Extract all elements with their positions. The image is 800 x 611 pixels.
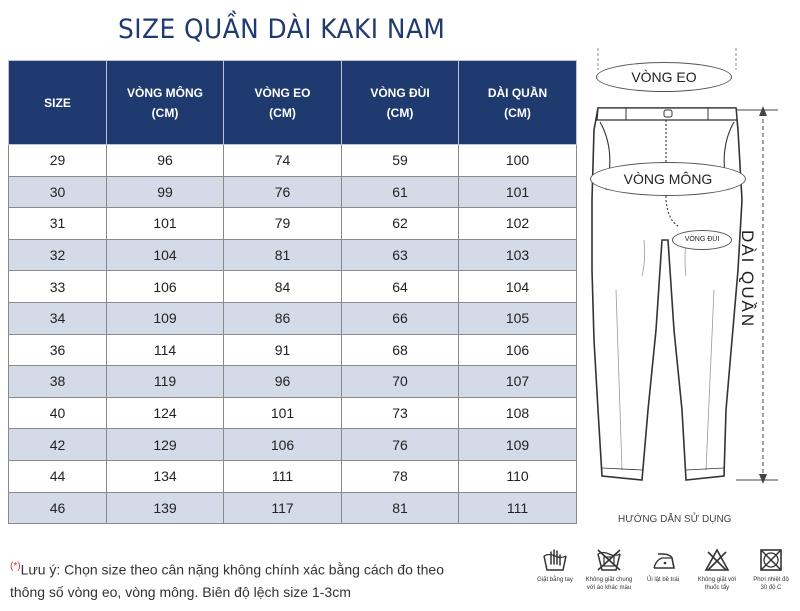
cell-thigh: 66 [342, 302, 459, 334]
cell-size: 44 [9, 460, 107, 492]
cell-thigh: 76 [342, 429, 459, 461]
cell-length: 101 [459, 176, 577, 208]
cell-waist: 106 [224, 429, 342, 461]
cell-hip: 109 [107, 302, 224, 334]
cell-waist: 86 [224, 302, 342, 334]
size-note [10, 556, 510, 603]
cell-waist: 101 [224, 397, 342, 429]
cell-size: 38 [9, 366, 107, 398]
note-line-2: thông số vòng eo, vòng mông. Biên độ lệch size 1-3cm [10, 583, 351, 600]
cell-thigh: 62 [342, 208, 459, 240]
cell-thigh: 61 [342, 176, 459, 208]
cell-waist: 111 [224, 460, 342, 492]
cell-thigh: 78 [342, 460, 459, 492]
cell-size: 42 [9, 429, 107, 461]
cell-length: 106 [459, 334, 577, 366]
table-row [9, 176, 577, 208]
cell-hip: 119 [107, 366, 224, 398]
header-waist: VÒNG EO (CM) [224, 61, 342, 145]
cell-thigh: 81 [342, 492, 459, 524]
cell-size: 31 [9, 208, 107, 240]
cell-waist: 84 [224, 271, 342, 303]
page-title: SIZE QUẦN DÀI KAKI NAM [118, 14, 446, 45]
cell-thigh: 73 [342, 397, 459, 429]
care-item-no-bleach: Không giặt với thuốc tẩy [690, 548, 744, 592]
table-row [9, 271, 577, 303]
table-row [9, 302, 577, 334]
cell-length: 104 [459, 271, 577, 303]
cell-hip: 124 [107, 397, 224, 429]
cell-thigh: 59 [342, 145, 459, 177]
header-size: SIZE [9, 61, 107, 145]
cell-size: 36 [9, 334, 107, 366]
cell-length: 108 [459, 397, 577, 429]
table-row [9, 208, 577, 240]
cell-size: 30 [9, 176, 107, 208]
cell-length: 109 [459, 429, 577, 461]
cell-length: 100 [459, 145, 577, 177]
cell-waist: 76 [224, 176, 342, 208]
thigh-label: VÒNG ĐÙI [672, 230, 732, 250]
header-hip: VÒNG MÔNG (CM) [107, 61, 224, 145]
usage-guide-caption: HƯỚNG DẪN SỬ DỤNG [618, 514, 732, 525]
shade-dry-icon [758, 548, 784, 572]
cell-length: 105 [459, 302, 577, 334]
waist-label: VÒNG EO [596, 62, 732, 92]
cell-waist: 81 [224, 239, 342, 271]
header-length: DÀI QUẦN (CM) [459, 61, 577, 145]
no-bleach-icon [704, 548, 730, 572]
cell-size: 40 [9, 397, 107, 429]
cell-hip: 129 [107, 429, 224, 461]
size-table [8, 60, 577, 524]
cell-size: 29 [9, 145, 107, 177]
cell-thigh: 64 [342, 271, 459, 303]
care-item-no-mixed-wash: Không giặt chung với áo khác màu [582, 548, 636, 592]
table-row [9, 397, 577, 429]
table-row [9, 145, 577, 177]
pants-diagram [586, 40, 800, 490]
cell-hip: 99 [107, 176, 224, 208]
cell-size: 34 [9, 302, 107, 334]
table-row [9, 334, 577, 366]
cell-hip: 96 [107, 145, 224, 177]
length-label: DÀI QUẦN [738, 230, 757, 329]
cell-length: 107 [459, 366, 577, 398]
no-mixed-wash-icon [596, 548, 622, 572]
table-row [9, 460, 577, 492]
cell-waist: 96 [224, 366, 342, 398]
care-instructions [528, 548, 798, 608]
hand-wash-icon [542, 548, 568, 572]
table-row [9, 492, 577, 524]
note-line-1: Lưu ý: Chọn size theo cân nặng không chính xác bằng cách đo theo [20, 561, 445, 578]
cell-waist: 79 [224, 208, 342, 240]
cell-hip: 114 [107, 334, 224, 366]
hip-label: VÒNG MÔNG [590, 162, 746, 196]
cell-thigh: 68 [342, 334, 459, 366]
cell-length: 110 [459, 460, 577, 492]
cell-length: 111 [459, 492, 577, 524]
pants-illustration [586, 40, 800, 490]
cell-waist: 74 [224, 145, 342, 177]
cell-size: 33 [9, 271, 107, 303]
cell-hip: 139 [107, 492, 224, 524]
table-row [9, 366, 577, 398]
care-item-dry: Phơi nhiệt độ 30 độ C [744, 548, 798, 592]
table-row [9, 239, 577, 271]
cell-hip: 101 [107, 208, 224, 240]
cell-waist: 117 [224, 492, 342, 524]
iron-inside-out-icon [650, 548, 676, 572]
cell-hip: 104 [107, 239, 224, 271]
cell-thigh: 63 [342, 239, 459, 271]
table-header-row [9, 61, 577, 145]
table-row [9, 429, 577, 461]
cell-length: 103 [459, 239, 577, 271]
note-marker: (*) [10, 561, 21, 572]
care-item-hand-wash: Giặt bằng tay [528, 548, 582, 584]
cell-hip: 106 [107, 271, 224, 303]
cell-thigh: 70 [342, 366, 459, 398]
cell-waist: 91 [224, 334, 342, 366]
cell-length: 102 [459, 208, 577, 240]
cell-hip: 134 [107, 460, 224, 492]
cell-size: 32 [9, 239, 107, 271]
cell-size: 46 [9, 492, 107, 524]
header-thigh: VÒNG ĐÙI (CM) [342, 61, 459, 145]
care-item-iron: Ủi lật bề trái [636, 548, 690, 584]
